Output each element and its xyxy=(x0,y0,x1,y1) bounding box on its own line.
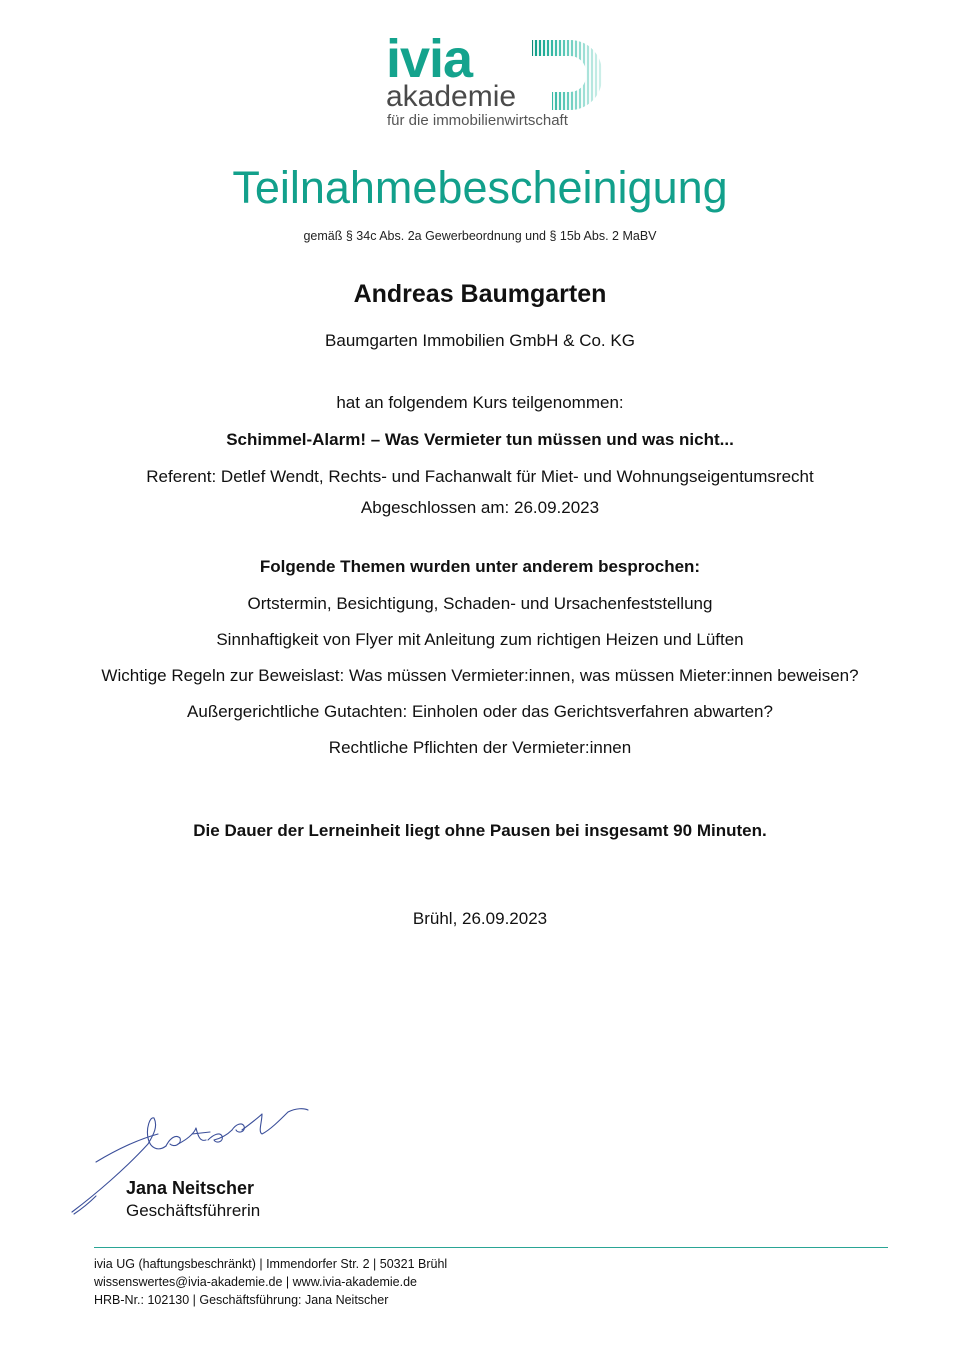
signer-role: Geschäftsführerin xyxy=(126,1201,261,1220)
logo-mark-icon xyxy=(526,38,604,112)
topics-heading: Folgende Themen wurden unter anderem besprochen: xyxy=(259,557,701,576)
logo-brand: ivia xyxy=(386,29,473,89)
footer-address: ivia UG (haftungsbeschränkt) | Immendorfer Str. 2 | 50321 Brühl xyxy=(94,1257,448,1271)
course-speaker: Referent: Detlef Wendt, Rechts- und Fachanwalt für Miet- und Wohnungseigentumsrecht xyxy=(146,467,814,486)
place-and-date: Brühl, 26.09.2023 xyxy=(412,909,548,928)
topic-item: Wichtige Regeln zur Beweislast: Was müssen Vermieter:innen, was müssen Mieter:innen beweisen? xyxy=(101,666,859,685)
participant-company: Baumgarten Immobilien GmbH & Co. KG xyxy=(325,331,635,350)
footer-divider xyxy=(94,1247,888,1248)
footer-contact: wissenswertes@ivia-akademie.de | www.ivia-akademie.de xyxy=(94,1275,418,1289)
topic-item: Außergerichtliche Gutachten: Einholen oder das Gerichtsverfahren abwarten? xyxy=(187,702,773,721)
topic-item: Sinnhaftigkeit von Flyer mit Anleitung zum richtigen Heizen und Lüften xyxy=(216,630,744,649)
ivia-akademie-logo xyxy=(384,29,608,132)
completion-date: Abgeschlossen am: 26.09.2023 xyxy=(360,498,600,517)
footer-registration: HRB-Nr.: 102130 | Geschäftsführung: Jana Neitscher xyxy=(94,1293,389,1307)
topic-item: Rechtliche Pflichten der Vermieter:innen xyxy=(328,738,632,757)
topic-item: Ortstermin, Besichtigung, Schaden- und Ursachenfeststellung xyxy=(247,594,713,613)
participation-intro: hat an folgendem Kurs teilgenommen: xyxy=(336,393,624,412)
participant-name: Andreas Baumgarten xyxy=(353,280,607,308)
logo-tagline: für die immobilienwirtschaft xyxy=(387,112,568,129)
course-title: Schimmel-Alarm! – Was Vermieter tun müssen und was nicht... xyxy=(226,430,734,449)
signer-name: Jana Neitscher xyxy=(126,1178,255,1198)
course-duration: Die Dauer der Lerneinheit liegt ohne Pausen bei insgesamt 90 Minuten. xyxy=(193,821,767,840)
handwritten-signature xyxy=(66,1104,316,1216)
legal-basis: gemäß § 34c Abs. 2a Gewerbeordnung und § 15b Abs. 2 MaBV xyxy=(303,229,657,243)
logo-word: akademie xyxy=(386,80,517,113)
certificate-title: Teilnahmebescheinigung xyxy=(232,162,728,213)
